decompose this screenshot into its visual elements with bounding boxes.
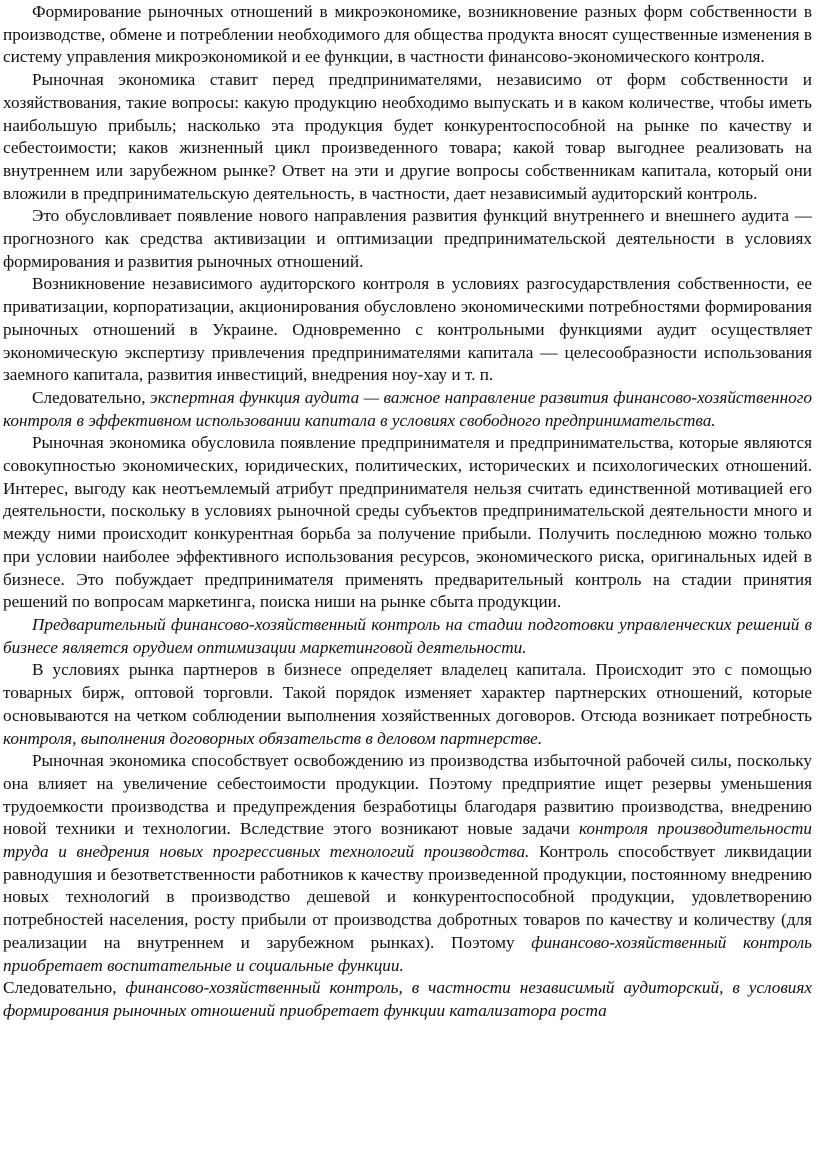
emphasis-text: контроля, выполнения договорных обязательств в деловом партнерстве. [3,728,543,748]
paragraph-text: Следовательно, [3,978,126,998]
paragraph-text: Формирование рыночных отношений в микроэкономике, возникновение разных форм собственности в производстве, обмене и потреблении необходимого для общества продукта вносят существенные изменения в систему управления микроэкономикой и ее функции, в частности финансово-экономического контроля. [3,2,812,67]
paragraph [3,432,812,614]
paragraph [3,387,812,432]
paragraph [3,69,812,205]
paragraph-text: Контроль способствует ликвидации равнодушия и безответственности работников к качеству произведенной продукции, постоянному внедрению новых технологий в производство дешевой и конкурентоспособной продукции, удовлетворению потребностей населения, росту прибыли от производства добротных товаров по качеству и количеству (для реализации на внутреннем и зарубежном рынках). Поэтому [3,842,812,952]
emphasis-text: Предварительный финансово-хозяйственный контроль на стадии подготовки управленческих решений в бизнесе является орудием оптимизации маркетинговой деятельности. [3,614,812,657]
emphasis-text: финансово-хозяйственный контроль, в частности независимый аудиторский, в условиях формирования рыночных отношений приобретает функции катализатора роста [3,978,812,1020]
emphasis-text: контроля производительности труда и внедрения новых прогрессивных технологий производства. [3,819,812,862]
paragraph [3,977,812,1022]
emphasis-text: экспертная функция аудита — важное направление развития финансово-хозяйственного контроля в эффективном использовании капитала в условиях свободного предпринимательства. [3,387,812,430]
paragraph-text: В условиях рынка партнеров в бизнесе определяет владелец капитала. Происходит это с помощью товарных бирж, оптовой торговли. Такой порядок изменяет характер партнерских отношений, которые основываются на четком соблюдении выполнения хозяйственных договоров. Отсюда возникает потребность [3,660,812,725]
paragraph-text: Возникновение независимого аудиторского контроля в условиях разгосударствления собственности, ее приватизации, корпоратизации, акционирования обусловлено экономическими потребностями формирования рыночных отношений в Украине. Одновременно с контрольными функциями аудит осуществляет экономическую экспертизу привлечения предпринимателями капитала — целесообразности использования заемного капитала, развития инвестиций, внедрения ноу-хау и т. п. [3,274,812,385]
paragraph-text: Следовательно, [32,387,151,407]
paragraph-text: Рыночная экономика ставит перед предпринимателями, независимо от форм собственности и хозяйствования, такие вопросы: какую продукцию необходимо выпускать и в каком количестве, чтобы иметь наибольшую прибыль; насколько эта продукция будет конкурентоспособной на рынке по качеству и себестоимости; каков жизненный цикл произведенного товара; какой товар выгоднее реализовать на внутреннем или зарубежном рынке? Ответ на эти и другие вопросы собственникам капитала, который они вложили в предпринимательскую деятельность, в частности, дает независимый аудиторский контроль. [3,70,812,203]
paragraph-text: Рыночная экономика способствует освобождению из производства избыточной рабочей силы, поскольку она влияет на увеличение себестоимости продукции. Поэтому предприятие ищет резервы уменьшения трудоемкости производства и предупреждения безработицы благодаря развитию производства, внедрению новой техники и технологии. Вследствие этого возникают новые задачи [3,751,812,839]
paragraph [3,1,812,69]
paragraph-text: Рыночная экономика обусловила появление предпринимателя и предпринимательства, которые являются совокупностью экономических, юридических, политических, исторических и психологических отношений. Интерес, выгоду как неотъемлемый атрибут предпринимателя нельзя считать единственной мотивацией его деятельности, поскольку в условиях рыночной среды субъектов предпринимательской деятельности много и между ними происходит конкурентная борьба за получение прибыли. Получить последнюю можно только при условии наиболее эффективного использования ресурсов, экономического риска, оригинальных идей в бизнесе. Это побуждает предпринимателя применять предварительный контроль на стадии принятия решений по вопросам маркетинга, поиска ниши на рынке сбыта продукции. [3,433,812,612]
paragraph [3,205,812,273]
emphasis-text: финансово-хозяйственный контроль приобретает воспитательные и социальные функции. [3,932,812,975]
paragraph [3,659,812,750]
paragraph [3,273,812,387]
paragraph-text: Это обусловливает появление нового направления развития функций внутреннего и внешнего аудита — прогнозного как средства активизации и оптимизации предпринимательской деятельности в условиях формирования и развития рыночных отношений. [3,206,812,271]
paragraph [3,614,812,659]
paragraph [3,750,812,977]
